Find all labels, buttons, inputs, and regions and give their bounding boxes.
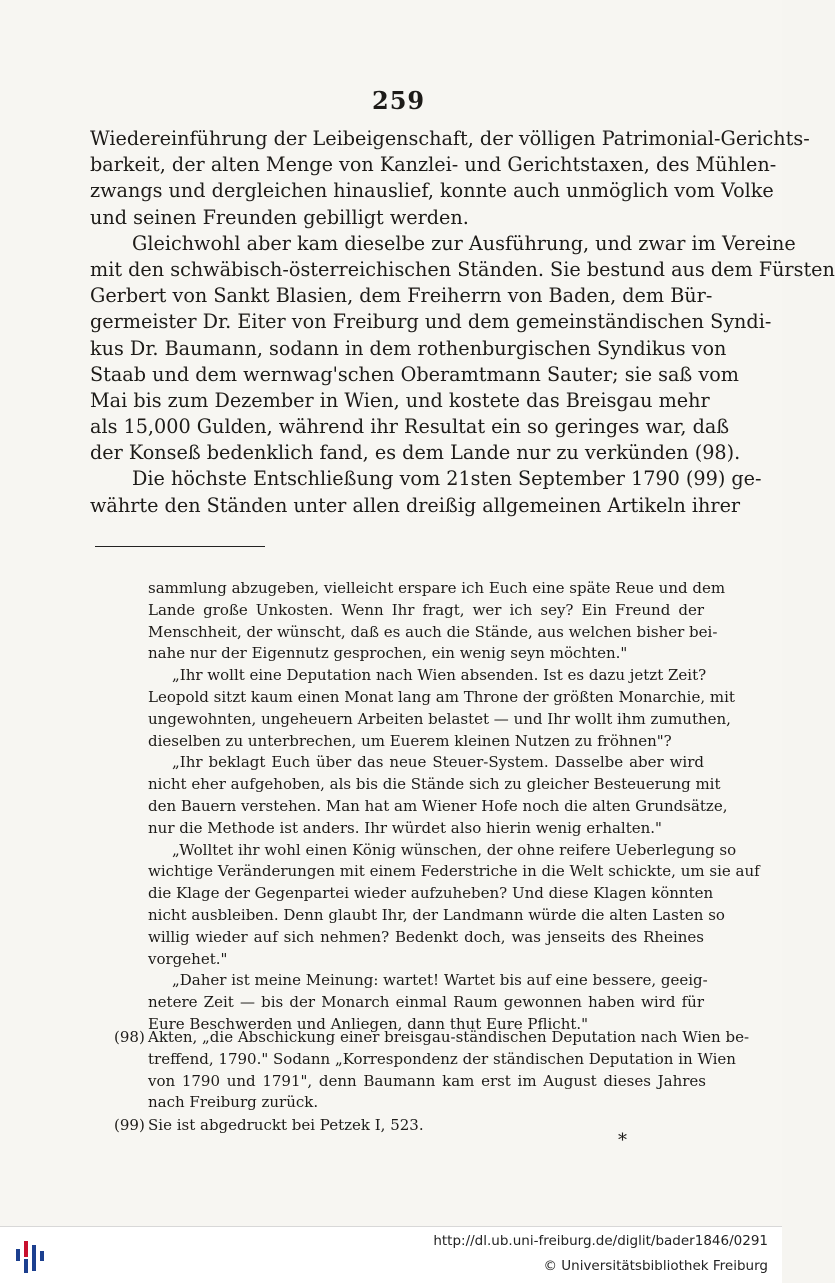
signature-mark: * [618, 1130, 627, 1151]
note-line: nur die Methode ist anders. Ihr würdet also hierin wenig erhalten." [148, 818, 662, 837]
page-number: 259 [372, 86, 426, 115]
note-line: Eure Beschwerden und Anliegen, dann thut Eure Pflicht." [148, 1014, 589, 1033]
footnote-number: (98) [114, 1028, 145, 1046]
note-line: sammlung abzugeben, vielleicht erspare ich Euch eine späte Reue und dem [148, 579, 726, 597]
note-line: vorgehet." [148, 949, 228, 968]
library-logo-icon [14, 1235, 48, 1275]
note-line: Menschheit, der wünscht, daß es auch die Stände, aus welchen bisher bei- [148, 622, 718, 641]
text-line: währte den Ständen unter allen dreißig allgemeinen Artikeln ihrer [90, 493, 741, 517]
text-line: als 15,000 Gulden, während ihr Resultat ein so geringes war, daß [90, 415, 730, 439]
footnote-line: treffend, 1790." Sodann „Korrespondenz der ständischen Deputation in Wien [148, 1049, 736, 1068]
note-line: willig wieder auf sich nehmen? Bedenkt doch, was jenseits des Rheines [148, 927, 704, 946]
text-line: und seinen Freunden gebilligt werden. [90, 205, 469, 229]
text-line: der Konseß bedenklich fand, es dem Lande nur zu verkünden (98). [90, 441, 741, 465]
text-line: Mai bis zum Dezember in Wien, und kostete das Breisgau mehr [90, 388, 710, 412]
note-line: wichtige Veränderungen mit einem Federstriche in die Welt schickte, um sie auf [148, 862, 760, 881]
note-line: „Wolltet ihr wohl einen König wünschen, der ohne reifere Ueberlegung so [172, 840, 737, 859]
note-line: „Ihr beklagt Euch über das neue Steuer-System. Dasselbe aber wird [172, 753, 704, 772]
text-line: Wiedereinführung der Leibeigenschaft, der völligen Patrimonial-Gerichts- [90, 127, 810, 150]
note-line: ungewohnten, ungeheuern Arbeiten belastet — und Ihr wollt ihm zumuthen, [148, 709, 731, 728]
footnote-separator [95, 546, 265, 547]
text-line: germeister Dr. Eiter von Freiburg und dem gemeinständischen Syndi- [90, 310, 772, 334]
continued-footnote-quote [148, 578, 760, 1036]
text-line: kus Dr. Baumann, sodann in dem rothenburgischen Syndikus von [90, 336, 727, 360]
footnote-line: Sie ist abgedruckt bei Petzek I, 523. [148, 1116, 424, 1134]
text-line: zwangs und dergleichen hinauslief, konnte auch unmöglich vom Volke [90, 179, 774, 203]
text-line: Gleichwohl aber kam dieselbe zur Ausführung, und zwar im Vereine [132, 231, 796, 255]
footnote-number: (99) [114, 1116, 145, 1134]
note-line: dieselben zu unterbrechen, um Euerem kleinen Nutzen zu fröhnen"? [148, 731, 672, 750]
text-line: Die höchste Entschließung vom 21sten September 1790 (99) ge- [132, 467, 762, 491]
text-line: Staab und dem wernwag'schen Oberamtmann Sauter; sie saß vom [90, 362, 739, 386]
note-line: die Klage der Gegenpartei wieder aufzuheben? Und diese Klagen könnten [148, 884, 714, 903]
note-line: netere Zeit — bis der Monarch einmal Raum gewonnen haben wird für [148, 993, 704, 1012]
note-line: „Ihr wollt eine Deputation nach Wien absenden. Ist es dazu jetzt Zeit? [172, 666, 707, 685]
text-line: barkeit, der alten Menge von Kanzlei- und Gerichtstaxen, des Mühlen- [90, 153, 777, 177]
note-line: Lande große Unkosten. Wenn Ihr fragt, wer ich sey? Ein Freund der [148, 600, 704, 619]
note-line: Leopold sitzt kaum einen Monat lang am Throne der größten Monarchie, mit [148, 687, 735, 706]
source-url-link[interactable]: http://dl.ub.uni-freiburg.de/diglit/bader1846/0291 [433, 1233, 768, 1249]
footnote-line: Akten, „die Abschickung einer breisgau-ständischen Deputation nach Wien be- [148, 1028, 750, 1046]
footnote-98 [114, 1027, 750, 1114]
copyright-notice: © Universitätsbibliothek Freiburg [543, 1258, 768, 1274]
text-line: mit den schwäbisch-österreichischen Ständen. Sie bestund aus dem Fürsten [90, 257, 835, 281]
viewer-footer [0, 1226, 782, 1283]
main-text [90, 126, 835, 519]
note-line: nicht eher aufgehoben, als bis die Stände sich zu gleicher Besteuerung mit [148, 775, 721, 794]
text-line: Gerbert von Sankt Blasien, dem Freiherrn von Baden, dem Bür- [90, 284, 713, 308]
note-line: „Daher ist meine Meinung: wartet! Wartet bis auf eine bessere, geeig- [172, 971, 708, 990]
note-line: nicht ausbleiben. Denn glaubt Ihr, der Landmann würde die alten Lasten so [148, 905, 725, 924]
note-line: den Bauern verstehen. Man hat am Wiener Hofe noch die alten Grundsätze, [148, 796, 728, 815]
note-line: nahe nur der Eigennutz gesprochen, ein wenig seyn möchten." [148, 644, 628, 663]
footnote-line: von 1790 und 1791", denn Baumann kam erst im August dieses Jahres [148, 1071, 706, 1090]
footnote-line: nach Freiburg zurück. [148, 1093, 319, 1112]
